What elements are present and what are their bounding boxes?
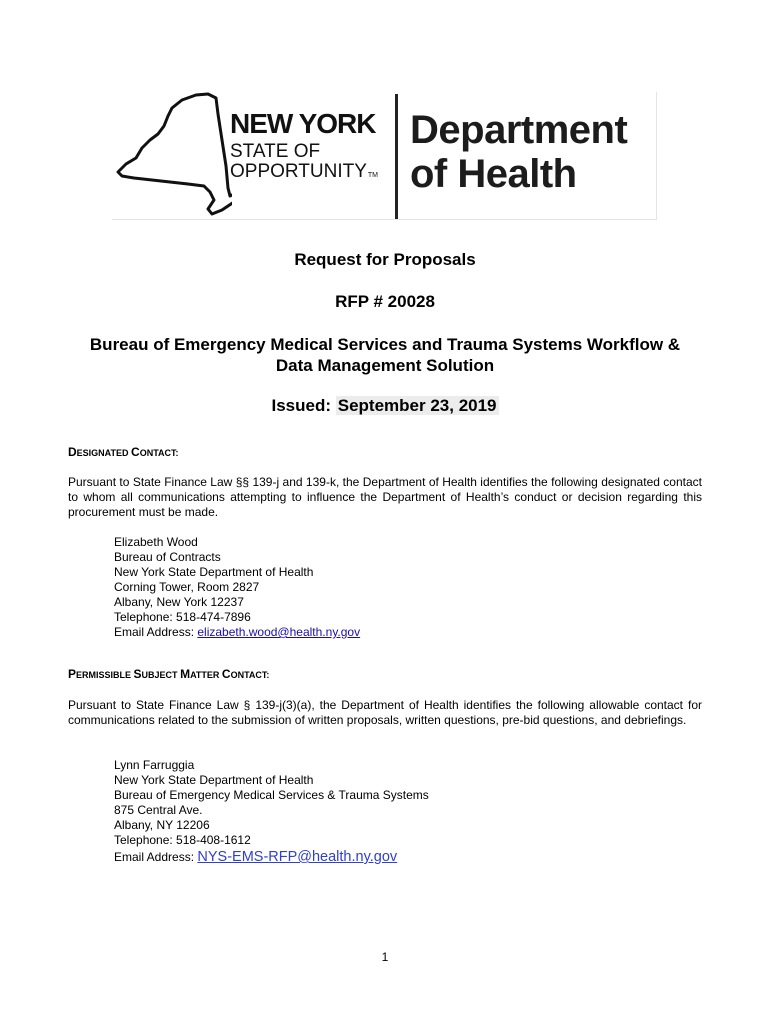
doh-wordmark bbox=[410, 108, 627, 196]
heading-initial: M bbox=[180, 667, 191, 681]
heading-smallcaps: ATTER bbox=[190, 670, 222, 680]
doh-wordmark-line2: of Health bbox=[410, 152, 577, 196]
contact-bureau: Bureau of Contracts bbox=[114, 550, 221, 564]
heading-initial: C bbox=[221, 667, 231, 681]
rfp-number: RFP # 20028 bbox=[335, 292, 435, 311]
contact-email-line bbox=[114, 625, 360, 640]
designated-contact-heading bbox=[68, 445, 179, 459]
permissible-contact-paragraph: Pursuant to State Finance Law § 139-j(3)(a), the Department of Health identifies the following allowable contact for communications related to the submission of written proposals, written questions, pre-bid questions, and debriefings. bbox=[68, 698, 702, 727]
logo-divider bbox=[395, 94, 398, 219]
new-york-state-map-icon bbox=[112, 92, 232, 219]
rfp-subject-line1: Bureau of Emergency Medical Services and Trauma Systems Workflow & bbox=[89, 335, 681, 354]
heading-smallcaps: UBJECT bbox=[141, 670, 181, 680]
designated-contact-paragraph: Pursuant to State Finance Law §§ 139-j and 139-k, the Department of Health identifies the following designated contact to whom all communications attempting to influence the Department of Health’s conduct or decision regarding this procurement must be made. bbox=[68, 475, 702, 519]
nys-doh-logo bbox=[112, 92, 657, 220]
ny-wordmark-opportunity: OPPORTUNITY bbox=[230, 161, 367, 182]
heading-initial: S bbox=[133, 667, 142, 681]
heading-smallcaps: ERMISSIBLE bbox=[76, 670, 134, 680]
issued-date: September 23, 2019 bbox=[337, 396, 497, 415]
contact-address-line2: Albany, New York 12237 bbox=[114, 595, 244, 609]
email-label: Email Address: bbox=[114, 850, 198, 864]
rfp-subject bbox=[0, 334, 770, 376]
permissible-contact-address bbox=[114, 758, 429, 865]
doh-wordmark-line1: Department bbox=[410, 108, 628, 152]
contact-email-line bbox=[114, 850, 429, 865]
document-title: Request for Proposals bbox=[294, 250, 476, 269]
ny-wordmark-line2: STATE OF bbox=[230, 141, 321, 162]
issued-label: Issued: bbox=[271, 396, 332, 415]
contact-department: New York State Department of Health bbox=[114, 773, 314, 787]
designated-contact-address bbox=[114, 535, 360, 640]
trademark-mark: TM bbox=[367, 172, 378, 179]
permissible-contact-heading bbox=[68, 667, 269, 681]
email-label: Email Address: bbox=[114, 625, 198, 639]
heading-smallcaps: ONTACT: bbox=[230, 670, 270, 680]
contact-address-line2: Albany, NY 12206 bbox=[114, 818, 210, 832]
heading-smallcaps: ONTACT: bbox=[139, 448, 179, 458]
heading-initial: P bbox=[68, 667, 77, 681]
contact-name: Lynn Farruggia bbox=[114, 758, 195, 772]
heading-initial: C bbox=[131, 445, 140, 459]
contact-address-line1: 875 Central Ave. bbox=[114, 803, 203, 817]
rfp-subject-line2: Data Management Solution bbox=[275, 356, 495, 375]
contact-telephone: Telephone: 518-474-7896 bbox=[114, 610, 251, 624]
permissible-email-link[interactable]: NYS-EMS-RFP@health.ny.gov bbox=[197, 849, 398, 865]
nys-wordmark bbox=[230, 110, 378, 186]
page-number: 1 bbox=[381, 950, 389, 964]
ny-wordmark-line3 bbox=[230, 162, 378, 186]
heading-smallcaps: ESIGNATED bbox=[76, 448, 132, 458]
designated-email-link[interactable]: elizabeth.wood@health.ny.gov bbox=[197, 625, 361, 639]
contact-address-line1: Corning Tower, Room 2827 bbox=[114, 580, 260, 594]
contact-telephone: Telephone: 518-408-1612 bbox=[114, 833, 251, 847]
ny-wordmark-line1: NEW YORK bbox=[230, 108, 376, 139]
contact-department: New York State Department of Health bbox=[114, 565, 314, 579]
heading-initial: D bbox=[68, 445, 77, 459]
contact-bureau: Bureau of Emergency Medical Services & Trauma Systems bbox=[114, 788, 429, 802]
contact-name: Elizabeth Wood bbox=[114, 535, 198, 549]
issued-date-line bbox=[0, 396, 770, 416]
